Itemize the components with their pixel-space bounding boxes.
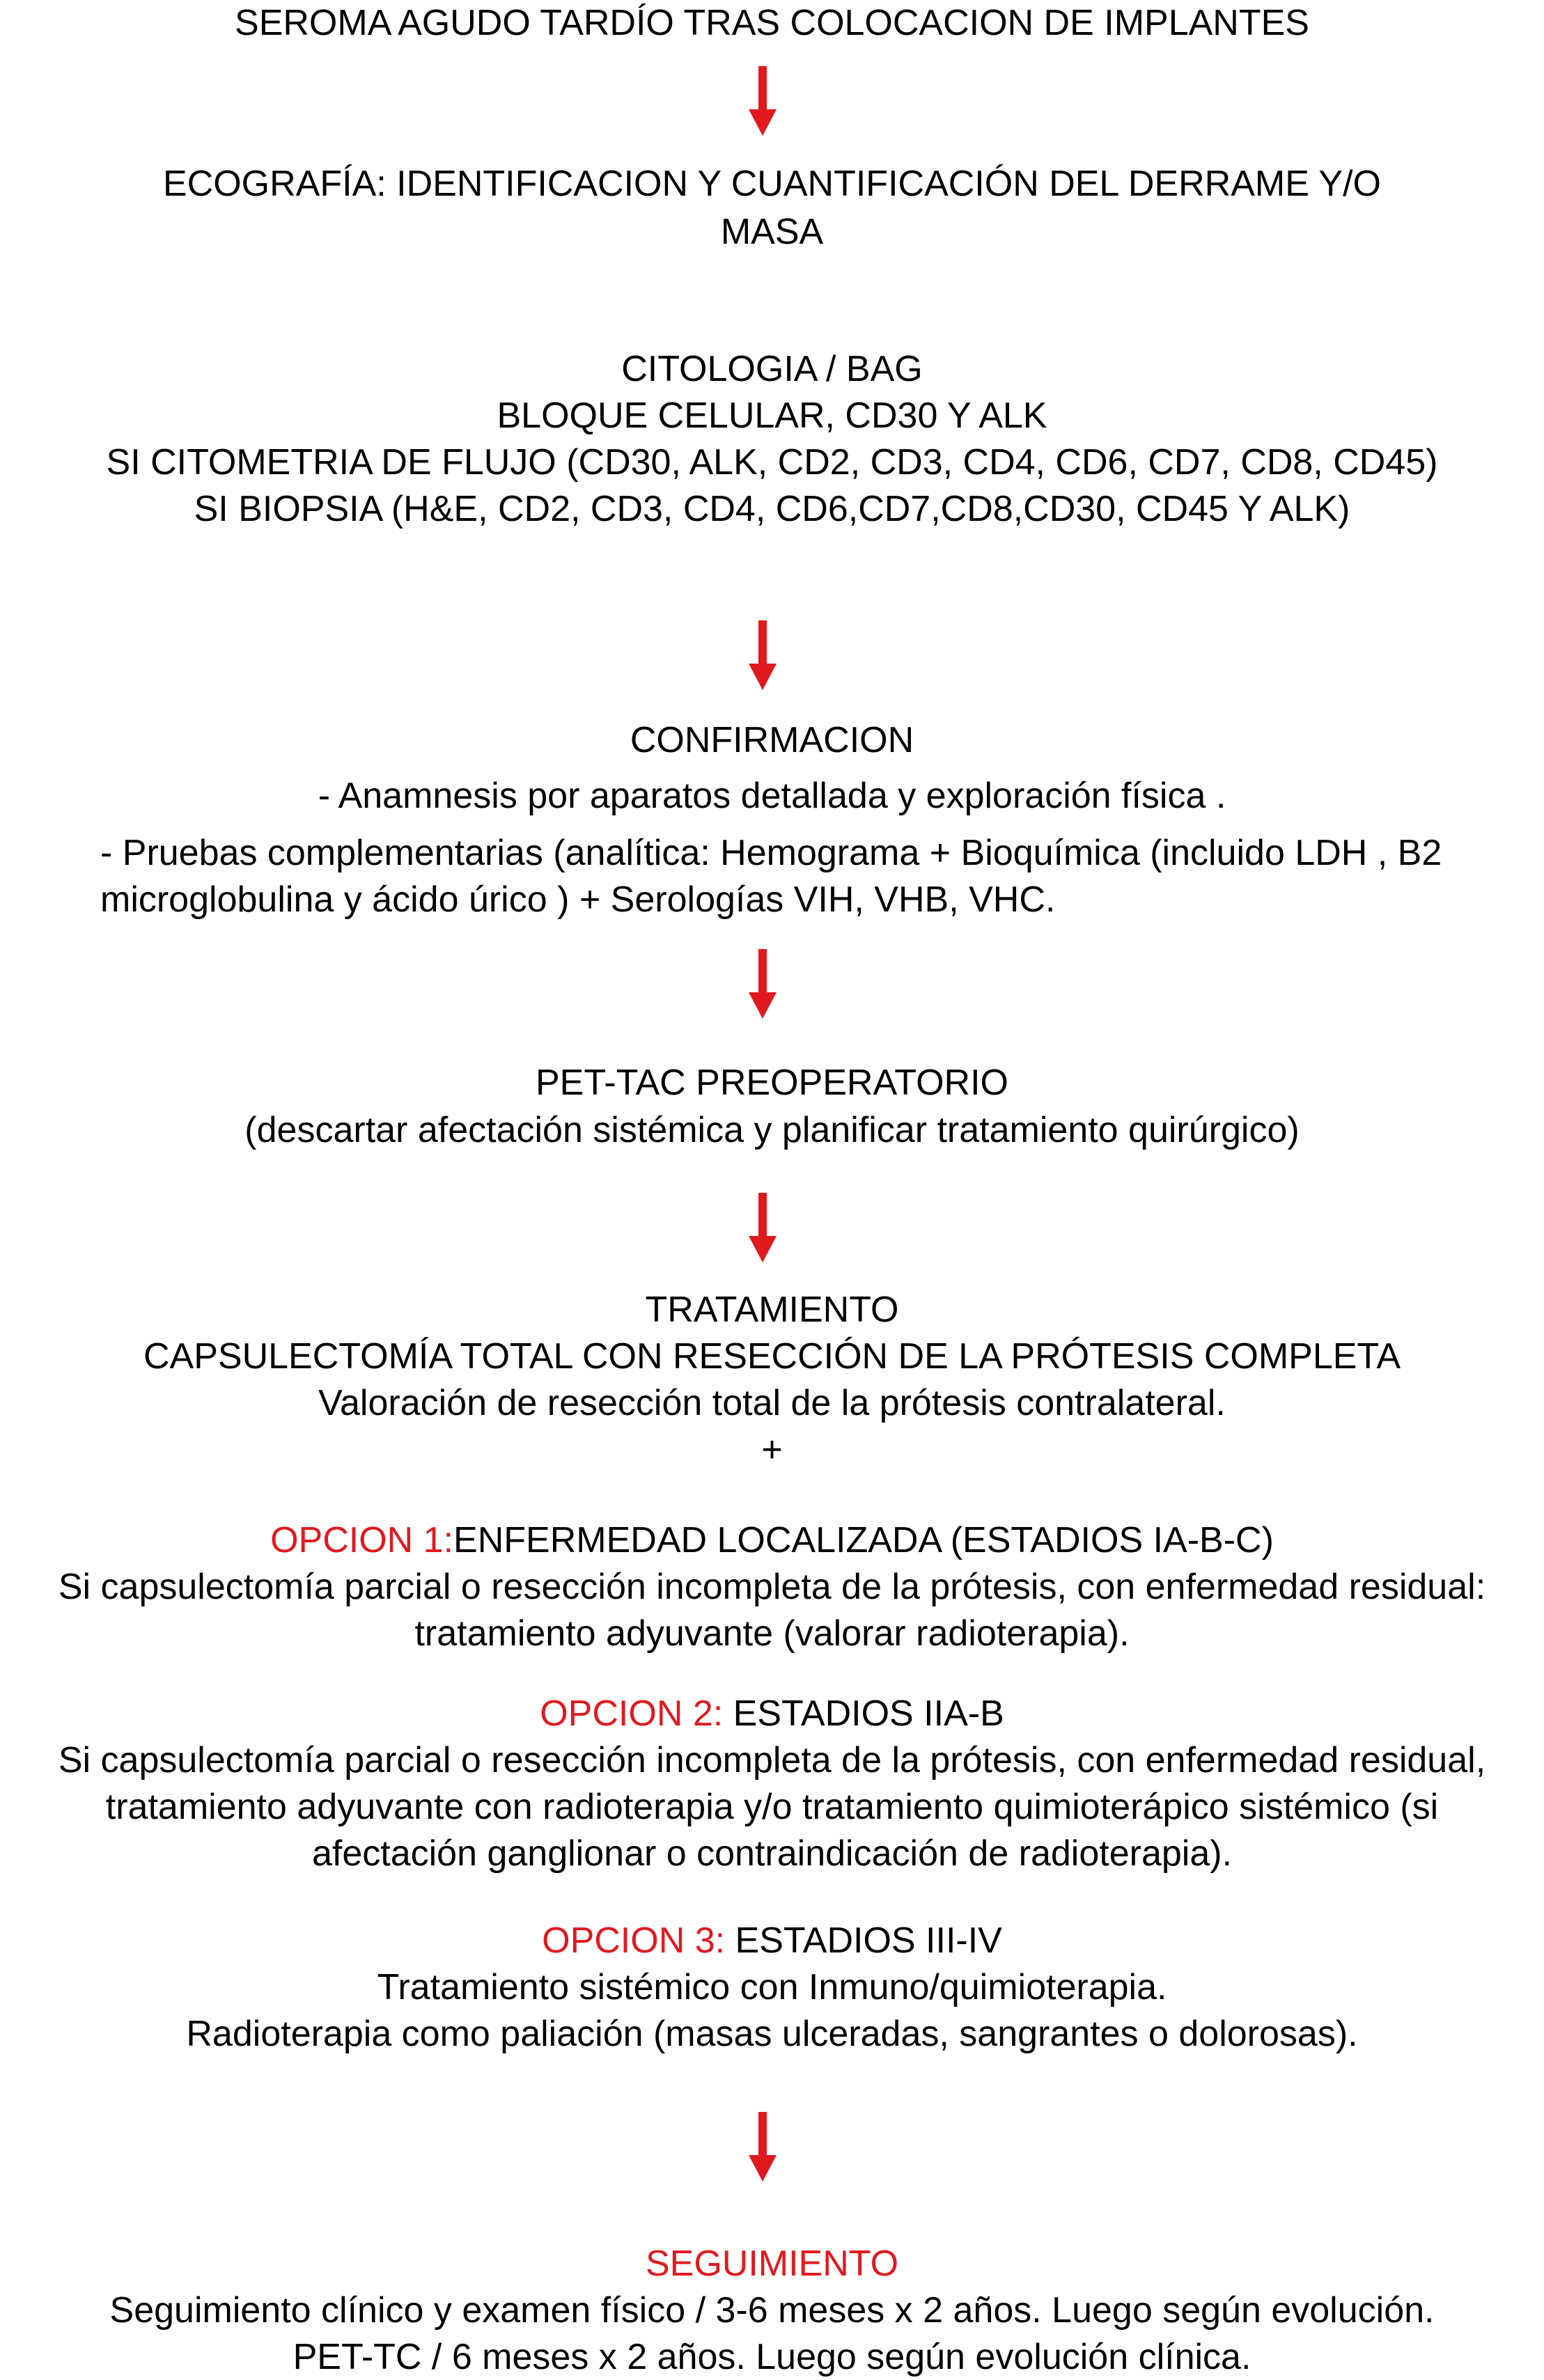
tratamiento-heading: TRATAMIENTO: [645, 1290, 899, 1330]
pet-tac-heading: PET-TAC PREOPERATORIO: [536, 1063, 1008, 1103]
arrow-down-icon: [745, 1193, 780, 1262]
arrow-down-icon: [745, 66, 780, 136]
ecografia-line1: ECOGRAFÍA: IDENTIFICACION Y CUANTIFICACIÓN DEL DERRAME Y/O: [163, 164, 1381, 204]
tratamiento-line1: CAPSULECTOMÍA TOTAL CON RESECCIÓN DE LA PRÓTESIS COMPLETA: [143, 1336, 1401, 1377]
opcion1-line2: tratamiento adyuvante (valorar radioterapia).: [414, 1613, 1130, 1654]
flowchart-title: SEROMA AGUDO TARDÍO TRAS COLOCACION DE IMPLANTES: [235, 3, 1309, 43]
opcion3-line2: Radioterapia como paliación (masas ulceradas, sangrantes o dolorosas).: [186, 2014, 1358, 2054]
opcion1-title: ENFERMEDAD LOCALIZADA (ESTADIOS IA-B-C): [453, 1520, 1274, 1560]
ecografia-line2: MASA: [720, 212, 824, 252]
opcion3-line1: Tratamiento sistémico con Inmuno/quimioterapia.: [377, 1967, 1167, 2007]
tratamiento-plus: +: [761, 1430, 783, 1470]
opcion2-title: ESTADIOS IIA-B: [723, 1693, 1004, 1734]
opcion1-label: OPCION 1:: [270, 1520, 454, 1560]
opcion3-header: [0, 1918, 1544, 1964]
confirmacion-line2: - Pruebas complementarias (analítica: Hemograma + Bioquímica (incluido LDH , B2: [100, 833, 1442, 873]
pet-tac-line1: (descartar afectación sistémica y planificar tratamiento quirúrgico): [244, 1110, 1300, 1150]
seguimiento-line2: PET-TC / 6 meses x 2 años. Luego según evolución clínica.: [293, 2337, 1251, 2377]
opcion1-header: [0, 1517, 1544, 1563]
opcion2-label: OPCION 2:: [540, 1693, 724, 1734]
opcion1-line1: Si capsulectomía parcial o resección incompleta de la prótesis, con enfermedad residual:: [58, 1567, 1486, 1607]
opcion2-line2: tratamiento adyuvante con radioterapia y/o tratamiento quimioterápico sistémico (si: [105, 1787, 1439, 1827]
citologia-line1: CITOLOGIA / BAG: [621, 349, 923, 389]
arrow-down-icon: [745, 2112, 780, 2182]
citologia-line2: BLOQUE CELULAR, CD30 Y ALK: [497, 396, 1047, 436]
confirmacion-line1: - Anamnesis por aparatos detallada y exploración física .: [318, 776, 1226, 816]
tratamiento-line2: Valoración de resección total de la prótesis contralateral.: [318, 1383, 1226, 1423]
arrow-down-icon: [745, 620, 780, 690]
seguimiento-heading: SEGUIMIENTO: [645, 2244, 899, 2284]
opcion3-title: ESTADIOS III-IV: [725, 1920, 1002, 1961]
opcion2-line3: afectación ganglionar o contraindicación de radioterapia).: [311, 1833, 1233, 1874]
opcion2-header: [0, 1691, 1544, 1737]
opcion2-line1: Si capsulectomía parcial o resección incompleta de la prótesis, con enfermedad residual,: [58, 1740, 1486, 1780]
citologia-line4: SI BIOPSIA (H&E, CD2, CD3, CD4, CD6,CD7,CD8,CD30, CD45 Y ALK): [194, 489, 1350, 529]
confirmacion-heading: CONFIRMACION: [630, 720, 914, 760]
seguimiento-line1: Seguimiento clínico y examen físico / 3-6 meses x 2 años. Luego según evolución.: [109, 2290, 1435, 2331]
citologia-line3: SI CITOMETRIA DE FLUJO (CD30, ALK, CD2, CD3, CD4, CD6, CD7, CD8, CD45): [106, 442, 1438, 483]
opcion3-label: OPCION 3:: [542, 1920, 726, 1961]
arrow-down-icon: [745, 949, 780, 1019]
confirmacion-line3: microglobulina y ácido úrico ) + Serologías VIH, VHB, VHC.: [100, 879, 1056, 920]
